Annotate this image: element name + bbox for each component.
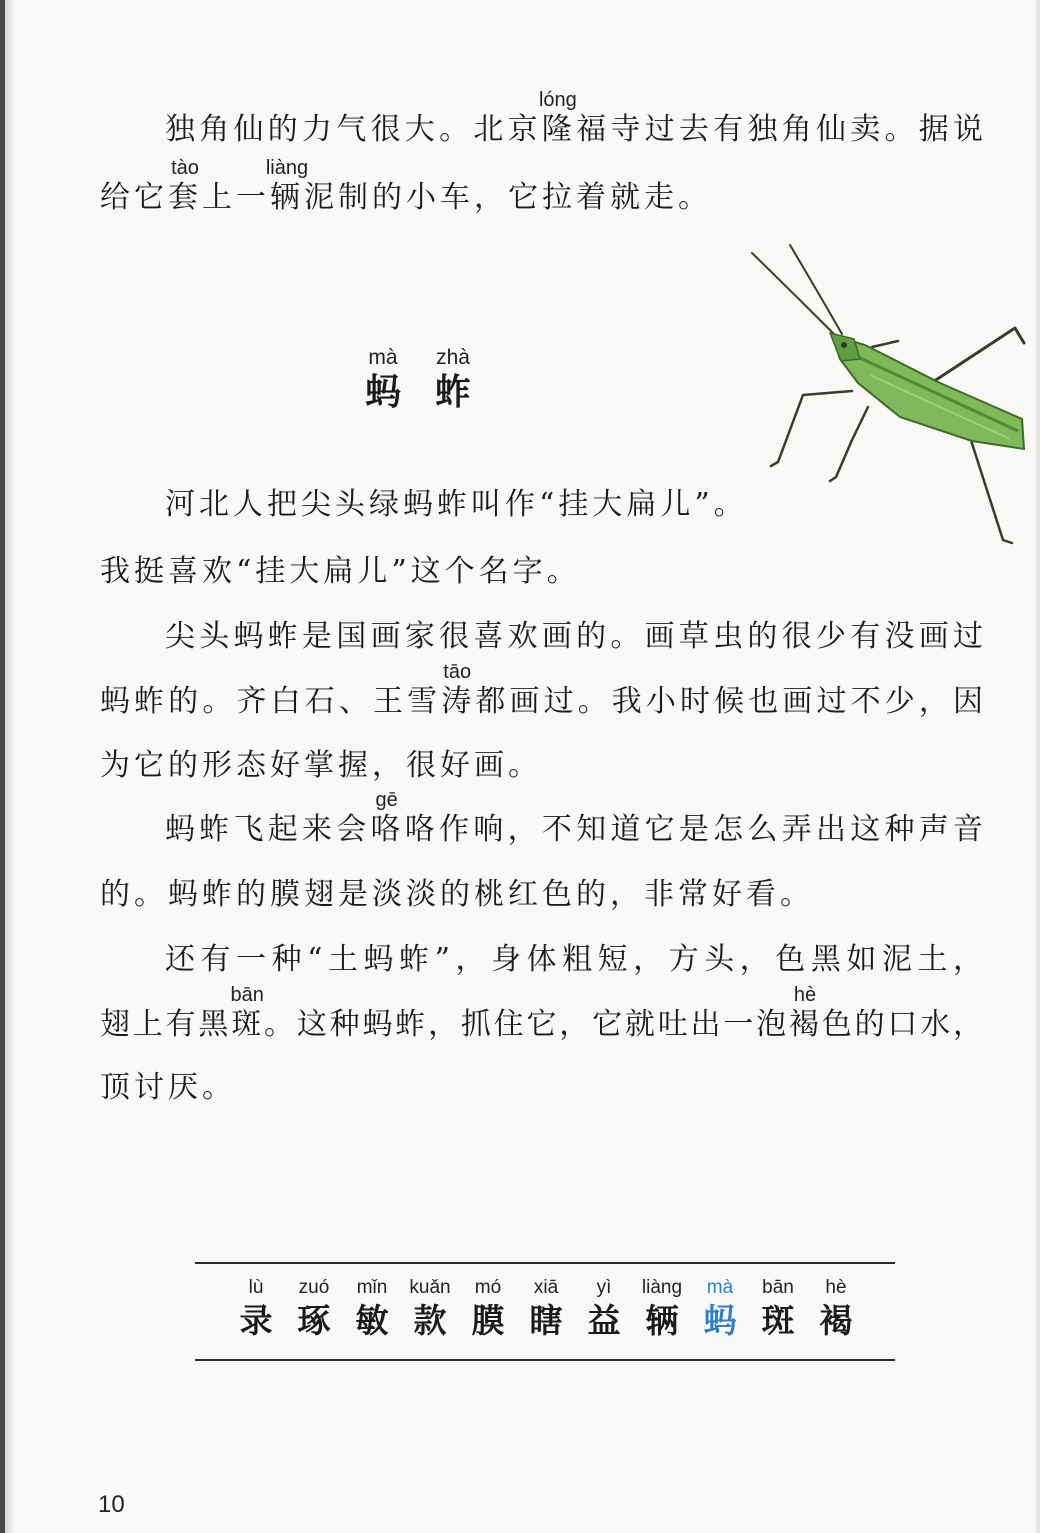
text-segment: 尖头蚂蚱是国画家很喜欢画的。画草虫的很少有没画过	[165, 619, 985, 654]
spine-shadow	[5, 0, 15, 1533]
annotated-character: 斑	[231, 1007, 264, 1042]
text-segment: 福寺过去有独角仙卖。据说	[573, 112, 986, 147]
vocab-pinyin: mǐn	[356, 1277, 388, 1298]
ruby-character	[168, 157, 202, 218]
ruby-character	[370, 789, 403, 850]
text-segment: 泥制的小车，它拉着就走。	[304, 180, 712, 215]
pinyin-annotation: gē	[375, 789, 398, 811]
text-line	[100, 157, 712, 218]
text-segment: 给它	[100, 180, 168, 215]
pinyin-annotation: liàng	[265, 157, 309, 179]
ruby-character	[788, 984, 821, 1045]
grasshopper-antenna	[752, 253, 838, 338]
text-segment: 蚂蚱的。齐白石、王雪	[100, 684, 442, 719]
vocab-item	[633, 1276, 691, 1342]
ruby-character	[230, 984, 264, 1045]
grasshopper-antenna	[790, 245, 842, 334]
annotated-character: 辆	[270, 180, 304, 215]
annotated-character: 涛	[441, 684, 474, 719]
vocab-pinyin: yì	[596, 1277, 612, 1298]
vocab-pinyin: lù	[248, 1277, 264, 1298]
vocab-pinyin: mó	[474, 1277, 502, 1298]
text-line	[100, 552, 581, 592]
vocab-item	[807, 1276, 865, 1342]
page-number: 10	[98, 1491, 125, 1518]
vocab-item	[517, 1276, 575, 1342]
text-segment: 。这种蚂蚱，抓住它，它就吐出一泡	[263, 1007, 789, 1042]
vocab-character: 斑	[761, 1301, 795, 1340]
vocab-pinyin: liàng	[641, 1277, 683, 1298]
text-line	[100, 661, 986, 722]
vocab-character: 录	[239, 1301, 273, 1340]
vocab-character: 膜	[471, 1301, 505, 1340]
vocab-pinyin: kuǎn	[409, 1277, 451, 1298]
text-segment: 还有一种“土蚂蚱”，身体粗短，方头，色黑如泥土，	[165, 942, 985, 977]
text-line	[165, 485, 748, 525]
vocab-character: 琢	[297, 1301, 331, 1340]
text-line	[100, 875, 814, 915]
title-character: 蚱	[434, 371, 471, 413]
page-right-edge	[1036, 0, 1040, 1533]
pinyin-annotation: tāo	[443, 661, 472, 683]
text-segment: 上一	[202, 180, 270, 215]
vocab-item	[227, 1276, 285, 1342]
vocab-pinyin: hè	[825, 1277, 847, 1298]
text-line	[100, 984, 986, 1045]
vocab-pinyin: xiā	[533, 1277, 559, 1298]
vocab-character: 瞎	[529, 1301, 563, 1340]
pinyin-annotation: tào	[171, 157, 199, 179]
annotated-character: 咯	[370, 812, 403, 847]
text-segment: 为它的形态好掌握，很好画。	[100, 748, 542, 783]
text-segment: 都画过。我小时候也画过不少，因	[473, 684, 986, 719]
grasshopper-front-leg	[771, 391, 852, 466]
annotated-character: 套	[168, 180, 202, 215]
text-segment: 独角仙的力气很大。北京	[165, 112, 542, 147]
lesson-title-char	[433, 346, 473, 414]
text-line	[165, 89, 986, 150]
vocab-character: 蚂	[703, 1301, 737, 1340]
title-character: 蚂	[364, 371, 401, 413]
vocab-item	[401, 1276, 459, 1342]
title-pinyin: mà	[368, 346, 398, 369]
pinyin-annotation: hè	[793, 984, 817, 1006]
text-segment: 河北人把尖头绿蚂蚱叫作“挂大扁儿”。	[165, 487, 748, 522]
vocab-divider-top	[195, 1262, 895, 1264]
text-segment: 顶讨厌。	[100, 1070, 236, 1105]
text-segment: 咯作响，不知道它是怎么弄出这种声音	[402, 812, 986, 847]
grasshopper-illustration	[740, 235, 1035, 550]
title-pinyin: zhà	[436, 346, 470, 369]
ruby-character	[538, 89, 577, 150]
vocab-item	[285, 1276, 343, 1342]
pinyin-annotation: lóng	[538, 89, 577, 111]
annotated-character: 褐	[788, 1007, 821, 1042]
vocab-item	[459, 1276, 517, 1342]
vocab-character: 益	[587, 1301, 621, 1340]
text-line	[165, 617, 985, 657]
vocab-pinyin: mà	[706, 1277, 734, 1298]
vocab-item	[749, 1276, 807, 1342]
text-segment: 我挺喜欢“挂大扁儿”这个名字。	[100, 554, 581, 589]
text-segment: 蚂蚱飞起来会	[165, 812, 371, 847]
vocab-character: 褐	[819, 1301, 853, 1340]
text-line	[100, 746, 542, 786]
text-line	[100, 1068, 236, 1108]
text-segment: 的。蚂蚱的膜翅是淡淡的桃红色的，非常好看。	[100, 877, 814, 912]
vocabulary-box	[227, 1276, 865, 1342]
pinyin-annotation: bān	[230, 984, 264, 1006]
text-segment: 色的口水，	[820, 1007, 986, 1042]
vocab-character: 辆	[645, 1301, 679, 1340]
grasshopper-eye	[841, 342, 847, 348]
text-segment: 翅上有黑	[100, 1007, 232, 1042]
grasshopper-front-leg	[830, 407, 868, 481]
ruby-character	[265, 157, 309, 218]
text-line	[165, 940, 985, 980]
vocab-item	[343, 1276, 401, 1342]
vocab-pinyin: bān	[762, 1277, 794, 1298]
vocab-pinyin: zuó	[298, 1277, 330, 1298]
vocab-character: 款	[413, 1301, 447, 1340]
ruby-character	[441, 661, 474, 722]
lesson-title-char	[363, 346, 403, 414]
vocab-divider-bottom	[195, 1359, 895, 1361]
vocab-item	[575, 1276, 633, 1342]
vocab-item-highlighted	[691, 1276, 749, 1342]
annotated-character: 隆	[541, 112, 574, 147]
text-line	[165, 789, 986, 850]
vocab-character: 敏	[355, 1301, 389, 1340]
